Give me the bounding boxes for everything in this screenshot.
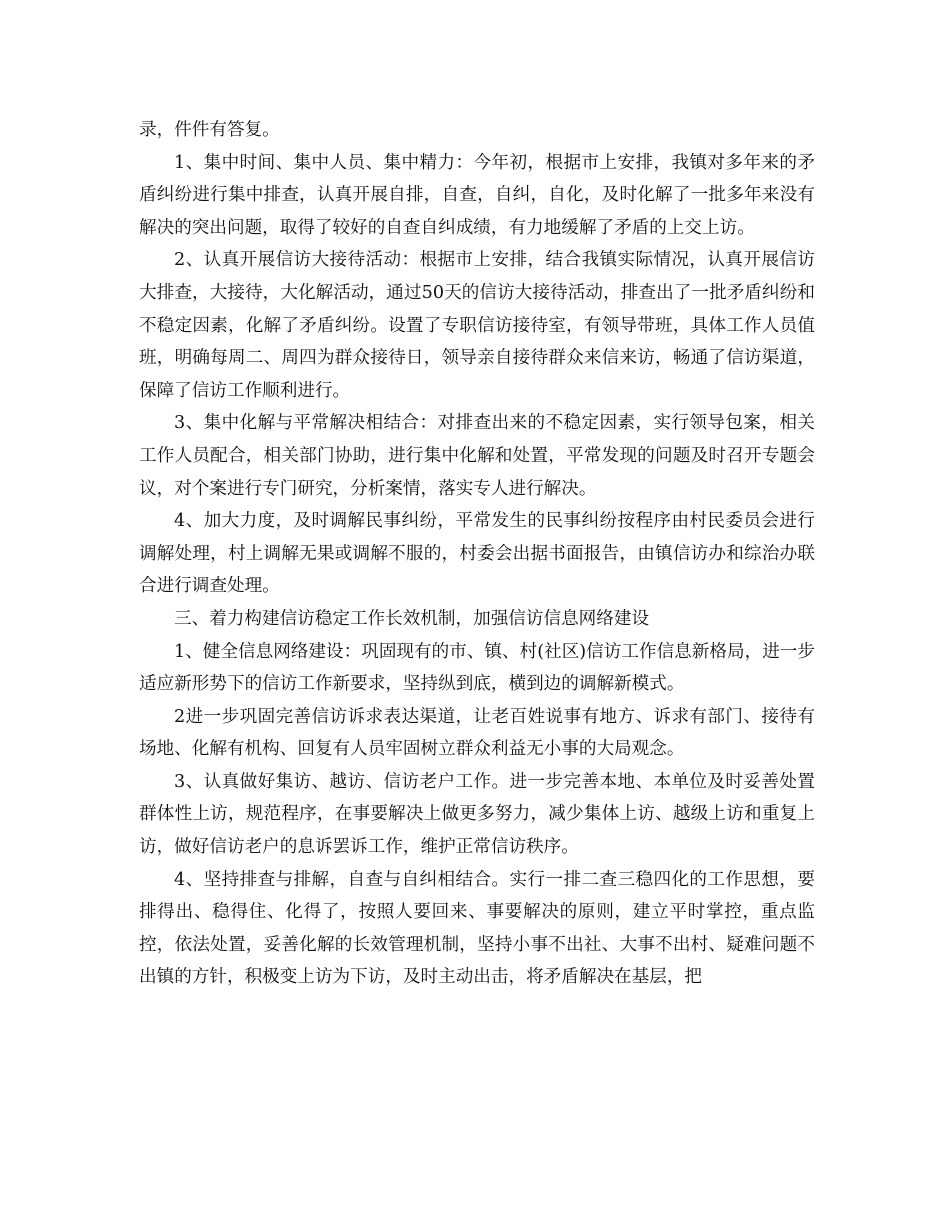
paragraph-item-1-concentrated-effort: 1、集中时间、集中人员、集中精力：今年初，根据市上安排，我镇对多年来的矛盾纠纷进行集中排查，认真开展自排，自查，自纠，自化，及时化解了一批多年来没有解决的突出问题，取得了较好的自查自纠成绩，有力地缓解了矛盾的上交上访。 (139, 152, 815, 238)
paragraph-item-2-expression-channels: 2进一步巩固完善信访诉求表达渠道，让老百姓说事有地方、诉求有部门、接待有场地、化解有机构、回复有人员牢固树立群众利益无小事的大局观念。 (139, 706, 815, 760)
section-heading-3: 三、着力构建信访稳定工作长效机制，加强信访信息网络建设 (174, 608, 650, 629)
paragraph-item-4-civil-disputes: 4、加大力度，及时调解民事纠纷，平常发生的民事纠纷按程序由村民委员会进行调解处理，村上调解无果或调解不服的，村委会出据书面报告，由镇信访办和综治办联合进行调查处理。 (139, 511, 815, 597)
document-body (139, 114, 815, 994)
paragraph-item-4-investigation: 4、坚持排查与排解，自查与自纠相结合。实行一排二查三稳四化的工作思想，要排得出、稳得住、化得了，按照人要回来、事要解决的原则，建立平时掌控，重点监控，依法处置，妥善化解的长效管理机制，坚持小事不出社、大事不出村、疑难问题不出镇的方针，积极变上访为下访，及时主动出击，将矛盾解决在基层，把 (139, 869, 815, 988)
paragraph-item-3-group-petitions: 3、认真做好集访、越访、信访老户工作。进一步完善本地、本单位及时妥善处置群体性上访，规范程序，在事要解决上做更多努力，减少集体上访、越级上访和重复上访，做好信访老户的息诉罢诉工作，维护正常信访秩序。 (139, 771, 815, 858)
paragraph-continuation: 录，件件有答复。 (139, 120, 280, 140)
paragraph-item-2-petition-reception: 2、认真开展信访大接待活动：根据市上安排，结合我镇实际情况，认真开展信访大排查，大接待，大化解活动，通过50天的信访大接待活动，排查出了一批矛盾纠纷和不稳定因素，化解了矛盾纠纷。设置了专职信访接待室，有领导带班，具体工作人员值班，明确每周二、周四为群众接待日，领导亲自接待群众来信来访，畅通了信访渠道，保障了信访工作顺利进行。 (139, 250, 815, 401)
paragraph-item-1-network-building: 1、健全信息网络建设：巩固现有的市、镇、村(社区)信访工作信息新格局，进一步适应新形势下的信访工作新要求，坚持纵到底，横到边的调解新模式。 (139, 641, 815, 695)
paragraph-item-3-concentrated-resolution: 3、集中化解与平常解决相结合：对排查出来的不稳定因素，实行领导包案，相关工作人员配合，相关部门协助，进行集中化解和处置，平常发现的问题及时召开专题会议，对个案进行专门研究，分析案情，落实专人进行解决。 (139, 413, 815, 499)
